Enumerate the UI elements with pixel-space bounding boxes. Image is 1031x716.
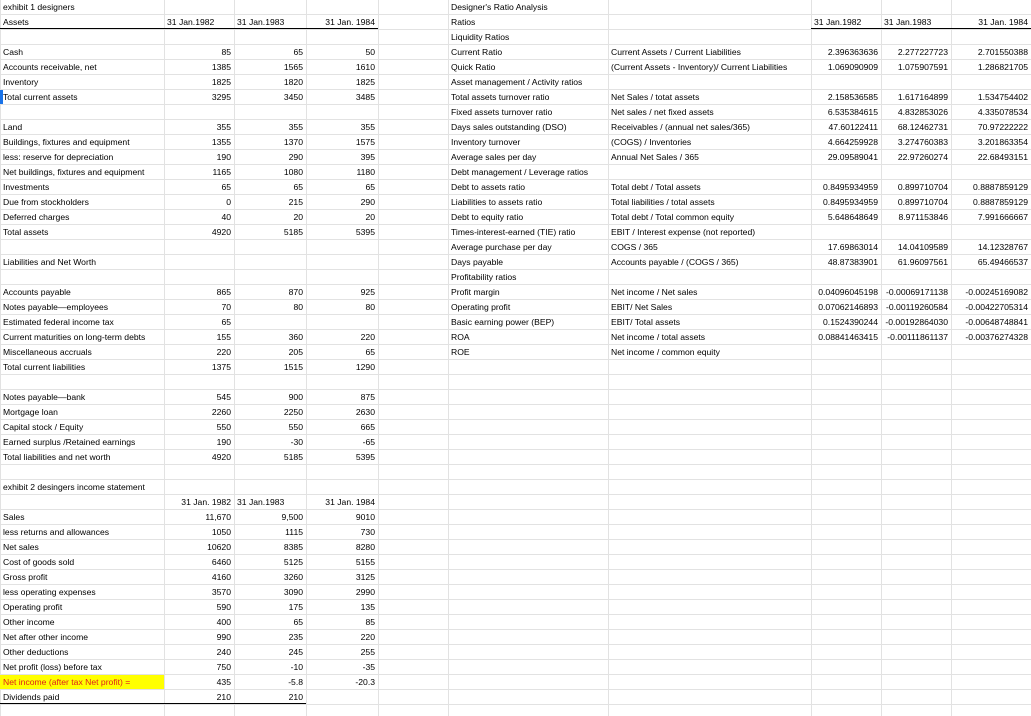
cell-j13[interactable]: 0.899710704 [897,182,948,192]
cell-d46[interactable]: -20.3 [355,677,375,687]
cell-g17[interactable]: COGS / 365 [611,242,658,252]
cell-c15[interactable]: 20 [293,212,303,222]
cell-d30[interactable]: -65 [362,437,375,447]
cell-d27[interactable]: 875 [360,392,375,402]
cell-g4[interactable]: Current Assets / Current Liabilities [611,47,741,57]
cell-a18[interactable]: Liabilities and Net Worth [3,257,96,267]
cell-i20[interactable]: 0.04096045198 [818,287,878,297]
cell-d9[interactable]: 355 [360,122,375,132]
cell-j5[interactable]: 1.075907591 [897,62,948,72]
cell-g10[interactable]: (COGS) / Inventories [611,137,692,147]
cell-d44[interactable]: 255 [360,647,375,657]
cell-b16[interactable]: 4920 [211,227,231,237]
cell-g21[interactable]: EBIT/ Net Sales [611,302,673,312]
cell-c12[interactable]: 1080 [283,167,303,177]
cell-a12[interactable]: Net buildings, fixtures and equipment [3,167,145,177]
cell-k23[interactable]: -0.00376274328 [965,332,1028,342]
cell-a41[interactable]: Operating profit [3,602,63,612]
cell-c5[interactable]: 1565 [283,62,303,72]
cell-j21[interactable]: -0.00119260584 [886,302,948,312]
cell-a28[interactable]: Mortgage loan [3,407,58,417]
cell-j11[interactable]: 22.97260274 [897,152,948,162]
cell-a45[interactable]: Net profit (loss) before tax [3,662,102,672]
cell-a5[interactable]: Accounts receivable, net [3,62,97,72]
cell-b13[interactable]: 65 [221,182,231,192]
cell-j20[interactable]: -0.00069171138 [886,287,948,297]
cell-a2[interactable]: Assets [0,15,164,29]
cell-b34[interactable]: 31 Jan. 1982 [181,497,231,507]
cell-i10[interactable]: 4.664259928 [827,137,878,147]
cell-f3[interactable]: Liquidity Ratios [451,32,510,42]
cell-d40[interactable]: 2990 [355,587,375,597]
cell-c37[interactable]: 8385 [283,542,303,552]
cell-d31[interactable]: 5395 [355,452,375,462]
cell-b31[interactable]: 4920 [211,452,231,462]
cell-a6[interactable]: Inventory [3,77,39,87]
cell-a9[interactable]: Land [3,122,23,132]
cell-g14[interactable]: Total liabilities / total assets [611,197,715,207]
cell-g13[interactable]: Total debt / Total assets [611,182,701,192]
cell-c43[interactable]: 235 [288,632,303,642]
cell-g15[interactable]: Total debt / Total common equity [611,212,735,222]
cell-b2[interactable]: 31 Jan.1982 [164,15,234,29]
cell-b45[interactable]: 750 [216,662,231,672]
cell-b46[interactable]: 435 [216,677,231,687]
cell-k20[interactable]: -0.00245169082 [965,287,1028,297]
cell-c41[interactable]: 175 [288,602,303,612]
selection-indicator [0,90,3,104]
cell-c47[interactable]: 210 [234,690,306,704]
cell-g9[interactable]: Receivables / (annual net sales/365) [611,122,751,132]
cell-b47[interactable]: 210 [164,690,234,704]
cell-b36[interactable]: 1050 [211,527,231,537]
cell-a38[interactable]: Cost of goods sold [3,557,75,567]
sheet-row-32 [0,465,1031,480]
cell-d24[interactable]: 65 [365,347,375,357]
cell-k9[interactable]: 70.97222222 [977,122,1028,132]
cell-j23[interactable]: -0.00111861137 [887,332,948,342]
cell-a33[interactable]: exhibit 2 desingers income statement [3,482,145,492]
cell-j8[interactable]: 4.832853026 [897,107,948,117]
cell-c23[interactable]: 360 [288,332,303,342]
cell-i21[interactable]: 0.07062146893 [818,302,878,312]
cell-d23[interactable]: 220 [360,332,375,342]
cell-a23[interactable]: Current maturities on long-term debts [3,332,146,342]
cell-i7[interactable]: 2.158536585 [827,92,878,102]
cell-i4[interactable]: 2.396363636 [827,47,878,57]
cell-a47[interactable]: Dividends paid [0,690,164,704]
cell-b28[interactable]: 2260 [211,407,231,417]
cell-d38[interactable]: 5155 [355,557,375,567]
cell-b11[interactable]: 190 [216,152,231,162]
cell-a11[interactable]: less: reserve for depreciation [3,152,114,162]
cell-f2[interactable]: Ratios [451,17,476,27]
cell-b20[interactable]: 865 [216,287,231,297]
cell-c7[interactable]: 3450 [283,92,303,102]
cell-a43[interactable]: Net after other income [3,632,89,642]
cell-f18[interactable]: Days payable [451,257,504,267]
cell-d15[interactable]: 20 [365,212,375,222]
cell-k8[interactable]: 4.335078534 [977,107,1028,117]
cell-c11[interactable]: 290 [288,152,303,162]
cell-d10[interactable]: 1575 [355,137,375,147]
cell-b42[interactable]: 400 [216,617,231,627]
cell-d34[interactable]: 31 Jan. 1984 [325,497,375,507]
cell-i23[interactable]: 0.08841463415 [818,332,878,342]
cell-c4[interactable]: 65 [293,47,303,57]
cell-g5[interactable]: (Current Assets - Inventory)/ Current Liabilities [611,62,788,72]
cell-b25[interactable]: 1375 [211,362,231,372]
cell-b27[interactable]: 545 [216,392,231,402]
cell-j4[interactable]: 2.277227723 [897,47,948,57]
cell-j22[interactable]: -0.00192864030 [885,317,948,327]
cell-a13[interactable]: Investments [3,182,50,192]
cell-c25[interactable]: 1515 [283,362,303,372]
cell-f5[interactable]: Quick Ratio [451,62,496,72]
cell-j10[interactable]: 3.274760383 [897,137,948,147]
cell-k22[interactable]: -0.00648748841 [965,317,1028,327]
cell-k11[interactable]: 22.68493151 [977,152,1028,162]
cell-d14[interactable]: 290 [360,197,375,207]
cell-d37[interactable]: 8280 [355,542,375,552]
cell-a35[interactable]: Sales [3,512,25,522]
cell-a39[interactable]: Gross profit [3,572,48,582]
cell-j2[interactable]: 31 Jan.1983 [881,15,951,29]
cell-d16[interactable]: 5395 [355,227,375,237]
cell-b44[interactable]: 240 [216,647,231,657]
cell-c38[interactable]: 5125 [283,557,303,567]
cell-i17[interactable]: 17.69863014 [827,242,878,252]
cell-f17[interactable]: Average purchase per day [451,242,552,252]
cell-b41[interactable]: 590 [216,602,231,612]
cell-f12[interactable]: Debt management / Leverage ratios [451,167,589,177]
cell-a29[interactable]: Capital stock / Equity [3,422,84,432]
cell-f22[interactable]: Basic earning power (BEP) [451,317,555,327]
cell-i8[interactable]: 6.535384615 [827,107,878,117]
cell-d43[interactable]: 220 [360,632,375,642]
cell-g16[interactable]: EBIT / Interest expense (not reported) [611,227,756,237]
cell-a42[interactable]: Other income [3,617,55,627]
cell-d7[interactable]: 3485 [355,92,375,102]
cell-k10[interactable]: 3.201863354 [977,137,1028,147]
cell-a30[interactable]: Earned surplus /Retained earnings [3,437,136,447]
cell-f21[interactable]: Operating profit [451,302,511,312]
cell-g22[interactable]: EBIT/ Total assets [611,317,681,327]
cell-k13[interactable]: 0.8887859129 [973,182,1028,192]
cell-b43[interactable]: 990 [216,632,231,642]
cell-a37[interactable]: Net sales [3,542,39,552]
cell-c34[interactable]: 31 Jan.1983 [237,497,285,507]
cell-b24[interactable]: 220 [216,347,231,357]
cell-c9[interactable]: 355 [288,122,303,132]
cell-b10[interactable]: 1355 [211,137,231,147]
cell-b15[interactable]: 40 [221,212,231,222]
cell-d45[interactable]: -35 [362,662,375,672]
cell-d29[interactable]: 665 [360,422,375,432]
cell-d11[interactable]: 395 [360,152,375,162]
cell-a27[interactable]: Notes payable—bank [3,392,86,402]
cell-f13[interactable]: Debt to assets ratio [451,182,526,192]
cell-a7[interactable]: Total current assets [3,92,78,102]
cell-c21[interactable]: 80 [293,302,303,312]
cell-f9[interactable]: Days sales outstanding (DSO) [451,122,567,132]
cell-c6[interactable]: 1820 [283,77,303,87]
cell-d21[interactable]: 80 [365,302,375,312]
cell-a36[interactable]: less returns and allowances [3,527,110,537]
cell-i2[interactable]: 31 Jan.1982 [811,15,881,29]
cell-a1[interactable]: exhibit 1 designers [3,2,75,12]
cell-g20[interactable]: Net income / Net sales [611,287,698,297]
cell-j7[interactable]: 1.617164899 [897,92,948,102]
cell-b9[interactable]: 355 [216,122,231,132]
cell-a22[interactable]: Estimated federal income tax [3,317,114,327]
cell-b22[interactable]: 65 [221,317,231,327]
cell-d42[interactable]: 85 [365,617,375,627]
cell-k2[interactable]: 31 Jan. 1984 [951,15,1031,29]
cell-a14[interactable]: Due from stockholders [3,197,89,207]
cell-i11[interactable]: 29.09589041 [827,152,878,162]
cell-j17[interactable]: 14.04109589 [897,242,948,252]
cell-g11[interactable]: Annual Net Sales / 365 [611,152,699,162]
cell-a24[interactable]: Miscellaneous accruals [3,347,92,357]
cell-i9[interactable]: 47.60122411 [828,122,878,132]
cell-b4[interactable]: 85 [221,47,231,57]
cell-b35[interactable]: 11,670 [205,512,231,522]
cell-k14[interactable]: 0.8887859129 [973,197,1028,207]
cell-d35[interactable]: 9010 [355,512,375,522]
cell-f6[interactable]: Asset management / Activity ratios [451,77,583,87]
cell-c10[interactable]: 1370 [283,137,303,147]
cell-c42[interactable]: 65 [293,617,303,627]
cell-d5[interactable]: 1610 [355,62,375,72]
cell-i22[interactable]: 0.1524390244 [823,317,878,327]
cell-c13[interactable]: 65 [293,182,303,192]
cell-c14[interactable]: 215 [288,197,303,207]
cell-b29[interactable]: 550 [216,422,231,432]
cell-d4[interactable]: 50 [365,47,375,57]
cell-i18[interactable]: 48.87383901 [827,257,878,267]
cell-c46[interactable]: -5.8 [288,677,303,687]
cell-d36[interactable]: 730 [360,527,375,537]
cell-c27[interactable]: 900 [288,392,303,402]
cell-a25[interactable]: Total current liabilities [3,362,86,372]
cell-b6[interactable]: 1825 [211,77,231,87]
cell-g18[interactable]: Accounts payable / (COGS / 365) [611,257,739,267]
cell-f11[interactable]: Average sales per day [451,152,537,162]
cell-d28[interactable]: 2630 [355,407,375,417]
cell-b14[interactable]: 0 [226,197,231,207]
cell-b5[interactable]: 1385 [211,62,231,72]
cell-g24[interactable]: Net income / common equity [611,347,720,357]
cell-a31[interactable]: Total liabilities and net worth [3,452,111,462]
cell-f16[interactable]: Times-interest-earned (TIE) ratio [451,227,576,237]
cell-c31[interactable]: 5185 [283,452,303,462]
cell-g23[interactable]: Net income / total assets [611,332,706,342]
cell-c35[interactable]: 9,500 [281,512,303,522]
cell-j18[interactable]: 61.96097561 [897,257,948,267]
cell-d2[interactable]: 31 Jan. 1984 [306,15,378,29]
cell-f15[interactable]: Debt to equity ratio [451,212,524,222]
cell-f23[interactable]: ROA [451,332,470,342]
cell-c44[interactable]: 245 [288,647,303,657]
cell-c40[interactable]: 3090 [283,587,303,597]
cell-f14[interactable]: Liabilities to assets ratio [451,197,543,207]
sheet-row-34 [0,495,1031,510]
cell-i14[interactable]: 0.8495934959 [823,197,878,207]
cell-k21[interactable]: -0.00422705314 [965,302,1028,312]
cell-f10[interactable]: Inventory turnover [451,137,521,147]
cell-c20[interactable]: 870 [288,287,303,297]
cell-c16[interactable]: 5185 [283,227,303,237]
cell-i13[interactable]: 0.8495934959 [823,182,878,192]
cell-b39[interactable]: 4160 [211,572,231,582]
cell-d13[interactable]: 65 [365,182,375,192]
cell-b40[interactable]: 3570 [211,587,231,597]
cell-f20[interactable]: Profit margin [451,287,500,297]
cell-j15[interactable]: 8.971153846 [898,212,948,222]
cell-b7[interactable]: 3295 [211,92,231,102]
cell-b21[interactable]: 70 [221,302,231,312]
cell-b30[interactable]: 190 [216,437,231,447]
cell-d39[interactable]: 3125 [355,572,375,582]
cell-j9[interactable]: 68.12462731 [897,122,948,132]
cell-a46[interactable]: Net income (after tax Net profit) = [0,675,164,689]
cell-i5[interactable]: 1.069090909 [827,62,878,72]
cell-c39[interactable]: 3260 [283,572,303,582]
cell-f8[interactable]: Fixed assets turnover ratio [451,107,553,117]
cell-d6[interactable]: 1825 [355,77,375,87]
cell-a20[interactable]: Accounts payable [3,287,71,297]
cell-b37[interactable]: 10620 [207,542,231,552]
cell-c2[interactable]: 31 Jan.1983 [234,15,306,29]
cell-f7[interactable]: Total assets turnover ratio [451,92,550,102]
cell-b38[interactable]: 6460 [211,557,231,567]
cell-c36[interactable]: 1115 [285,527,303,537]
cell-i15[interactable]: 5.648648649 [827,212,878,222]
cell-f4[interactable]: Current Ratio [451,47,503,57]
cell-k7[interactable]: 1.534754402 [977,92,1028,102]
cell-c28[interactable]: 2250 [283,407,303,417]
cell-k18[interactable]: 65.49466537 [977,257,1028,267]
cell-a15[interactable]: Deferred charges [3,212,70,222]
cell-k5[interactable]: 1.286821705 [977,62,1028,72]
cell-g7[interactable]: Net Sales / totat assets [611,92,700,102]
cell-a44[interactable]: Other deductions [3,647,69,657]
cell-a10[interactable]: Buildings, fixtures and equipment [3,137,130,147]
cell-f1[interactable]: Designer's Ratio Analysis [451,2,548,12]
cell-a16[interactable]: Total assets [3,227,49,237]
cell-d25[interactable]: 1290 [355,362,375,372]
cell-g8[interactable]: Net sales / net fixed assets [611,107,714,117]
cell-k15[interactable]: 7.991666667 [977,212,1028,222]
cell-d41[interactable]: 135 [360,602,375,612]
cell-a4[interactable]: Cash [3,47,24,57]
cell-c30[interactable]: -30 [290,437,303,447]
cell-f19[interactable]: Profitability ratios [451,272,517,282]
cell-j14[interactable]: 0.899710704 [897,197,948,207]
cell-a40[interactable]: less operating expenses [3,587,96,597]
cell-f24[interactable]: ROE [451,347,470,357]
cell-b12[interactable]: 1165 [212,167,231,177]
cell-a21[interactable]: Notes payable—employees [3,302,109,312]
cell-d20[interactable]: 925 [360,287,375,297]
cell-c29[interactable]: 550 [288,422,303,432]
cell-k17[interactable]: 14.12328767 [977,242,1028,252]
sheet-row-26 [0,375,1031,390]
cell-c24[interactable]: 205 [288,347,303,357]
cell-k4[interactable]: 2.701550388 [977,47,1028,57]
cell-d12[interactable]: 1180 [356,167,375,177]
cell-c45[interactable]: -10 [290,662,303,672]
cell-b23[interactable]: 155 [216,332,231,342]
